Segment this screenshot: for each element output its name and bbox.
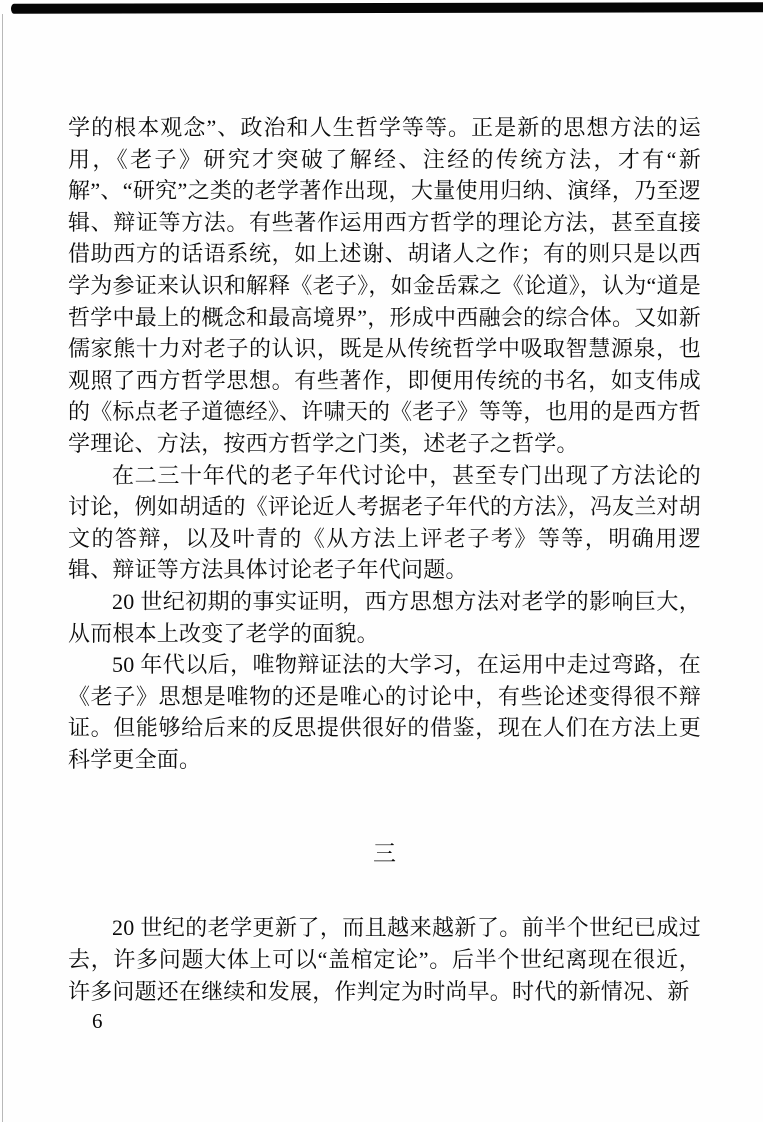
body-text [68,112,701,1007]
body-paragraph-2: 在二三十年代的老子年代讨论中，甚至专门出现了方法论的讨论，例如胡适的《评论近人考据老子年代的方法》，冯友兰对胡文的答辩，以及叶青的《从方法上评老子考》等等，明确用逻辑、辩证等方法具体讨论老子年代问题。 [68,462,701,583]
body-paragraph-5: 20 世纪的老学更新了，而且越来越新了。前半个世纪已成过去，许多问题大体上可以“盖棺定论”。后半个世纪离现在很近，许多问题还在继续和发展，作判定为时尚早。时代的新情况、新 [68,915,701,1004]
scan-edge-line [2,14,3,1122]
body-paragraph-3: 20 世纪初期的事实证明，西方思想方法对老学的影响巨大，从而根本上改变了老学的面貌。 [68,588,701,646]
section-heading: 三 [373,841,396,867]
page-number: 6 [92,1009,103,1033]
body-paragraph-4: 50 年代以后，唯物辩证法的大学习，在运用中走过弯路，在《老子》思想是唯物的还是唯心的讨论中，有些论述变得很不辩证。但能够给后来的反思提供很好的借鉴，现在人们在方法上更科学更全面。 [68,652,701,772]
scan-artifact-bar [11,2,763,14]
body-paragraph-1: 学的根本观念”、政治和人生哲学等等。正是新的思想方法的运用，《老子》研究才突破了解经、注经的传统方法，才有“新解”、“研究”之类的老学著作出现，大量使用归纳、演绎，乃至逻辑、辩证等方法。有些著作运用西方哲学的理论方法，甚至直接借助西方的话语系统，如上述谢、胡诸人之作；有的则只是以西学为参证来认识和解释《老子》，如金岳霖之《论道》，认为“道是哲学中最上的概念和最高境界”，形成中西融会的综合体。又如新儒家熊十力对老子的认识，既是从传统哲学中吸取智慧源泉，也观照了西方哲学思想。有些著作，即便用传统的书名，如支伟成的《标点老子道德经》、许啸天的《老子》等等，也用的是西方哲学理论、方法，按西方哲学之门类，述老子之哲学。 [68,115,701,456]
